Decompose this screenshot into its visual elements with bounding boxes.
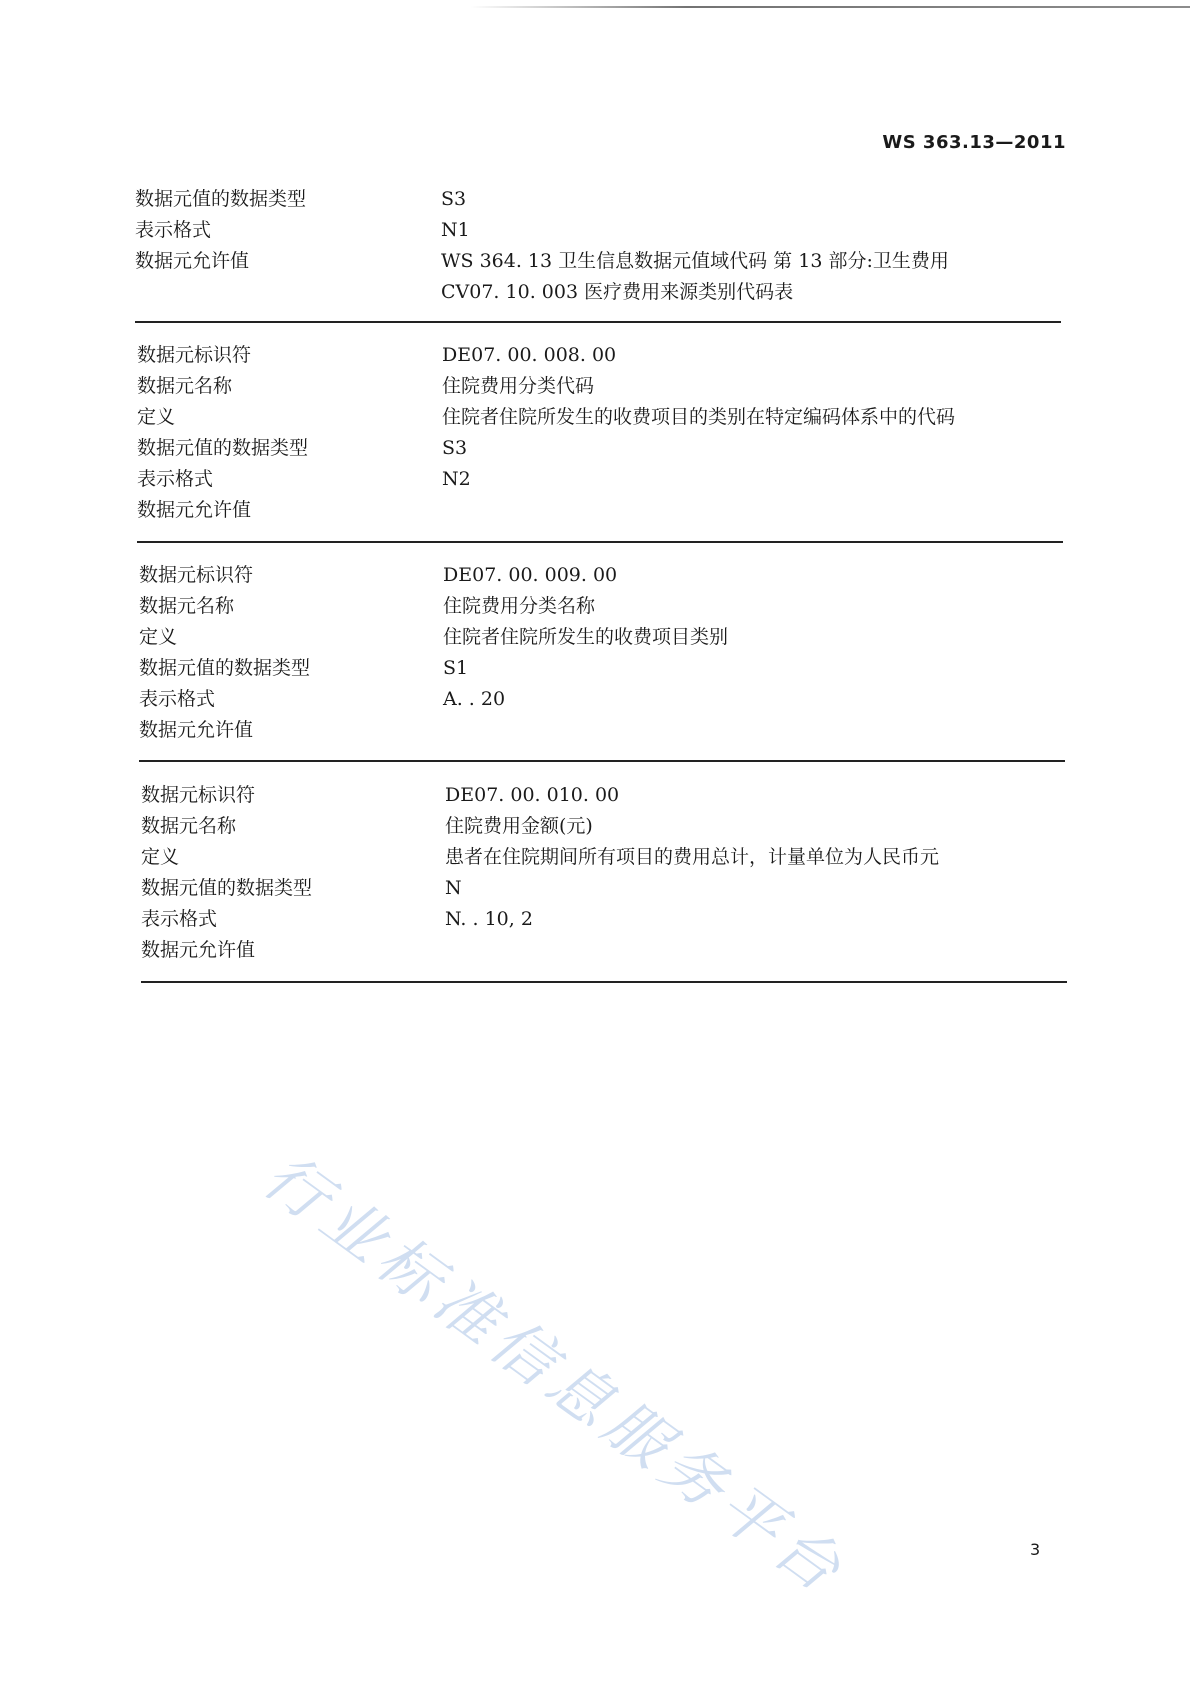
field-value: DE07. 00. 010. 00 (445, 784, 620, 806)
field-label: 表示格式 (137, 468, 214, 490)
field-label: 数据元标识符 (137, 344, 252, 366)
field-label: 定义 (137, 406, 176, 428)
field-label: 数据元允许值 (135, 250, 250, 272)
field-value: DE07. 00. 009. 00 (443, 564, 618, 586)
field-value: N (445, 877, 462, 899)
field-label: 数据元值的数据类型 (141, 877, 313, 899)
field-label: 定义 (139, 626, 178, 648)
field-value: WS 364. 13 卫生信息数据元值域代码 第 13 部分:卫生费用 (441, 250, 949, 272)
field-value: 住院者住院所发生的收费项目类别 (443, 626, 729, 648)
field-label: 数据元值的数据类型 (135, 188, 307, 210)
field-value: S3 (442, 437, 468, 459)
field-value: 患者在住院期间所有项目的费用总计，计量单位为人民币元 (445, 846, 940, 868)
field-value: 住院费用分类代码 (442, 375, 595, 397)
field-label: 数据元标识符 (139, 564, 254, 586)
section-divider (141, 981, 1067, 983)
field-value: S3 (441, 188, 467, 210)
field-label: 数据元值的数据类型 (137, 437, 309, 459)
field-value: 住院费用分类名称 (443, 595, 596, 617)
field-label: 数据元名称 (137, 375, 233, 397)
field-label: 数据元值的数据类型 (139, 657, 311, 679)
field-value: 住院费用金额(元) (445, 815, 593, 837)
field-label: 数据元名称 (141, 815, 237, 837)
page-number: 3 (1030, 1540, 1041, 1559)
field-label: 表示格式 (141, 908, 218, 930)
field-label: 表示格式 (139, 688, 216, 710)
field-value: N2 (442, 468, 471, 490)
field-value: 住院者住院所发生的收费项目的类别在特定编码体系中的代码 (442, 406, 956, 428)
section-divider (135, 321, 1061, 323)
watermark: 行业标准信息服务平台 (250, 1139, 860, 1610)
scan-top-edge (470, 6, 1190, 8)
field-value: S1 (443, 657, 469, 679)
field-label: 表示格式 (135, 219, 212, 241)
field-label: 数据元标识符 (141, 784, 256, 806)
field-label: 数据元允许值 (137, 499, 252, 521)
field-value: CV07. 10. 003 医疗费用来源类别代码表 (441, 281, 794, 303)
standard-number: WS 363.13—2011 (882, 132, 1066, 153)
field-label: 数据元允许值 (139, 719, 254, 741)
field-label: 数据元允许值 (141, 939, 256, 961)
field-value: N1 (441, 219, 470, 241)
field-label: 定义 (141, 846, 180, 868)
field-value: N. . 10, 2 (445, 908, 533, 930)
field-label: 数据元名称 (139, 595, 235, 617)
field-value: DE07. 00. 008. 00 (442, 344, 617, 366)
field-value: A. . 20 (443, 688, 506, 710)
section-divider (137, 541, 1063, 543)
section-divider (139, 760, 1065, 762)
